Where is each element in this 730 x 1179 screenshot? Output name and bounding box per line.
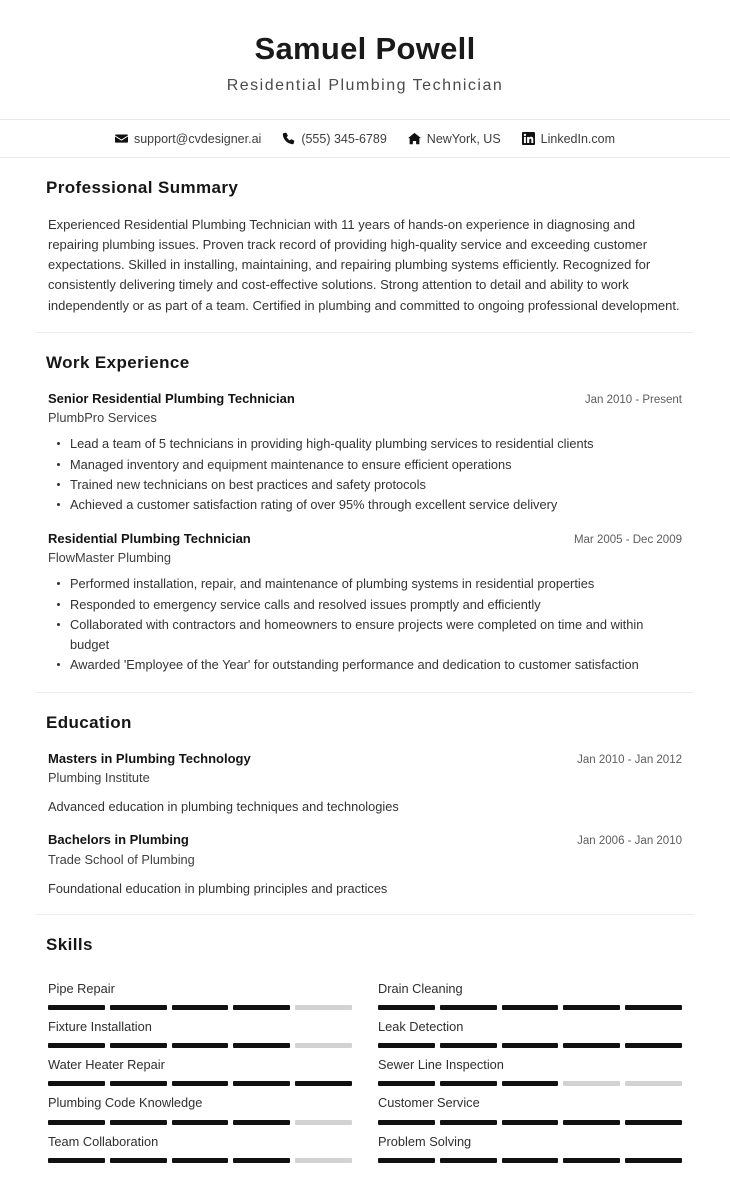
skill-level-segment	[378, 1158, 435, 1163]
skill-name: Plumbing Code Knowledge	[48, 1095, 203, 1111]
education-list	[36, 750, 694, 898]
education-entry-degree: Bachelors in Plumbing	[48, 832, 189, 848]
work-entry-bullets	[48, 574, 682, 674]
education-entry-description: Advanced education in plumbing techniques and technologies	[48, 798, 399, 814]
work-entry-bullet: Performed installation, repair, and maintenance of plumbing systems in residential properties	[48, 574, 682, 593]
phone-icon	[282, 132, 295, 145]
work-entry-bullet: Lead a team of 5 technicians in providing high-quality plumbing services to residential clients	[48, 434, 682, 453]
section-professional-summary	[36, 158, 694, 332]
education-entry-dates: Jan 2010 - Jan 2012	[577, 753, 682, 766]
work-entry-bullet: Trained new technicians on best practices and safety protocols	[48, 475, 682, 494]
work-entry-bullet: Managed inventory and equipment maintenance to ensure efficient operations	[48, 455, 682, 474]
work-entry-organization: PlumbPro Services	[48, 410, 157, 426]
work-experience-list	[36, 390, 694, 675]
skill-item	[48, 1048, 352, 1086]
education-entry-description: Foundational education in plumbing principles and practices	[48, 880, 388, 896]
skill-item	[378, 972, 682, 1010]
section-title-skills: Skills	[46, 934, 93, 954]
summary-text: Experienced Residential Plumbing Technician with 11 years of hands-on experience in diagnosing and repairing plumbing issues. Proven track record of providing high-quality service and exceeding customer expectations. Skilled in installing, maintaining, and repairing plumbing systems efficiently. Recognized for consistently delivering timely and cost-effective solutions. Strong attention to detail and ability to work independently or as part of a team. Certified in plumbing and committed to ongoing professional development.	[48, 216, 680, 313]
contact-location-label: NewYork, US	[426, 131, 501, 146]
education-entry-head	[48, 831, 682, 849]
contact-linkedin-label: LinkedIn.com	[540, 131, 616, 146]
work-entry-dates: Mar 2005 - Dec 2009	[573, 533, 682, 546]
skill-name: Pipe Repair	[48, 980, 115, 996]
work-entry-bullet: Collaborated with contractors and homeowners to ensure projects were completed on time and within budget	[48, 615, 682, 654]
resume-body	[0, 158, 730, 1179]
work-entry-head	[48, 390, 682, 408]
skill-name: Customer Service	[378, 1095, 480, 1111]
skill-name: Team Collaboration	[48, 1133, 159, 1149]
contact-location[interactable]	[408, 132, 501, 146]
work-entry-role: Residential Plumbing Technician	[48, 530, 251, 546]
contact-phone[interactable]	[282, 132, 386, 146]
skill-level-segment	[563, 1158, 620, 1163]
contact-email[interactable]	[115, 132, 261, 146]
section-education	[36, 692, 694, 914]
candidate-job-title: Residential Plumbing Technician	[226, 77, 504, 95]
work-entry-role: Senior Residential Plumbing Technician	[48, 390, 295, 406]
work-entry	[48, 390, 682, 515]
education-entry-institution: Plumbing Institute	[48, 770, 150, 786]
contact-phone-label: (555) 345-6789	[301, 131, 387, 146]
resume-header	[0, 0, 730, 119]
skill-item	[378, 1125, 682, 1163]
contact-email-label: support@cvdesigner.ai	[133, 131, 262, 146]
skill-level-segment	[48, 1158, 105, 1163]
section-work-experience	[36, 332, 694, 692]
skills-grid	[48, 972, 682, 1163]
work-entry-head	[48, 530, 682, 548]
skill-item	[48, 1010, 352, 1048]
skill-name: Leak Detection	[378, 1019, 464, 1034]
skill-level-bar	[378, 1158, 682, 1163]
skill-item	[48, 1086, 352, 1124]
contact-bar	[0, 120, 730, 157]
skill-item	[378, 1048, 682, 1086]
work-entry-bullet: Responded to emergency service calls and resolved issues promptly and efficiently	[48, 595, 682, 614]
section-title-summary: Professional Summary	[46, 177, 239, 197]
education-entry	[48, 750, 682, 817]
education-entry-degree: Masters in Plumbing Technology	[48, 750, 251, 766]
skill-name: Problem Solving	[378, 1133, 472, 1149]
skill-item	[378, 1086, 682, 1124]
work-entry-bullet: Awarded 'Employee of the Year' for outstanding performance and dedication to customer satisfaction	[48, 655, 682, 674]
summary-body	[36, 215, 694, 316]
contact-linkedin[interactable]	[522, 132, 615, 146]
skill-item	[48, 972, 352, 1010]
skill-item	[48, 1125, 352, 1163]
home-icon	[408, 132, 421, 145]
work-entry-organization: FlowMaster Plumbing	[48, 550, 172, 566]
section-skills	[36, 914, 694, 1179]
work-entry-bullet: Achieved a customer satisfaction rating of over 95% through excellent service delivery	[48, 495, 682, 514]
skills-body	[36, 972, 694, 1163]
skill-level-segment	[110, 1158, 167, 1163]
skill-level-segment	[172, 1158, 229, 1163]
work-entry-bullets	[48, 434, 682, 515]
skill-name: Water Heater Repair	[48, 1057, 165, 1073]
skill-level-segment	[625, 1158, 682, 1163]
skill-level-segment	[295, 1158, 352, 1163]
work-entry-dates: Jan 2010 - Present	[584, 393, 682, 406]
skill-name: Fixture Installation	[48, 1019, 152, 1034]
education-entry-head	[48, 750, 682, 768]
section-title-education: Education	[46, 712, 132, 732]
skill-level-segment	[440, 1158, 497, 1163]
skill-name: Sewer Line Inspection	[378, 1057, 504, 1073]
skill-item	[378, 1010, 682, 1048]
linkedin-icon	[522, 132, 535, 145]
work-entry	[48, 530, 682, 675]
skill-level-segment	[233, 1158, 290, 1163]
envelope-icon	[115, 132, 128, 145]
education-entry	[48, 831, 682, 898]
section-title-work-experience: Work Experience	[46, 352, 190, 372]
skill-name: Drain Cleaning	[378, 980, 463, 996]
education-entry-institution: Trade School of Plumbing	[48, 851, 195, 867]
education-entry-dates: Jan 2006 - Jan 2010	[577, 835, 682, 848]
candidate-name: Samuel Powell	[254, 31, 476, 66]
skill-level-segment	[502, 1158, 559, 1163]
skill-level-bar	[48, 1158, 352, 1163]
